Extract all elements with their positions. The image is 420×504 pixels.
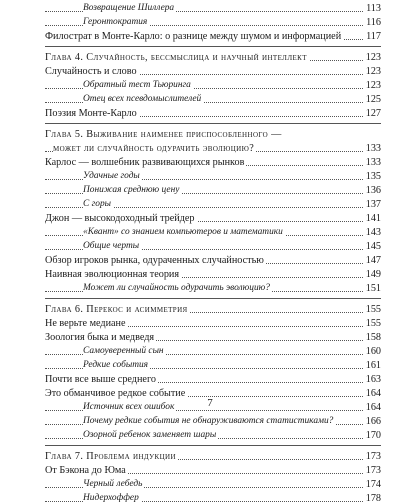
toc-entry-page: 166 — [365, 416, 381, 427]
toc-entry-title: Глава 7. Проблема индукции — [45, 451, 176, 462]
toc-entry-title: Глава 4. Случайность, бессмыслица и научный интеллект — [45, 52, 307, 63]
toc-section-entry[interactable] — [45, 315, 381, 329]
toc-entry-page: 117 — [366, 31, 381, 42]
toc-subsection-entry[interactable] — [45, 196, 381, 210]
toc-entry-page: 149 — [365, 269, 381, 280]
toc-entry-page: 147 — [365, 255, 381, 266]
toc-entry-page: 151 — [365, 283, 381, 294]
toc-entry-title: Удачные годы — [83, 171, 140, 181]
toc-section-entry[interactable] — [45, 154, 381, 168]
toc-entry-title: Самоуверенный сын — [83, 346, 164, 356]
toc-entry-title: Почти все выше среднего — [45, 374, 156, 385]
toc-entry-page: 164 — [365, 388, 381, 399]
toc-subsection-entry[interactable] — [45, 91, 381, 105]
toc-section-entry[interactable] — [45, 105, 381, 119]
toc-subsection-entry[interactable] — [45, 357, 381, 371]
toc-subsection-entry[interactable] — [45, 77, 381, 91]
toc-entry-title: Озорной ребенок заменяет шары — [83, 430, 217, 440]
toc-entry-page: 155 — [365, 318, 381, 329]
toc-entry-page: 136 — [365, 185, 381, 196]
toc-entry-title: Может ли случайность одурачить эволюцию? — [83, 283, 270, 293]
toc-entry-title: Глава 6. Перекос и асимметрия — [45, 304, 188, 315]
toc-entry-title: Нидерхоффер — [83, 493, 139, 503]
toc-subsection-entry[interactable] — [45, 280, 381, 294]
toc-entry-page: 141 — [365, 213, 381, 224]
toc-entry-title: Наивная эволюционная теория — [45, 269, 180, 280]
toc-entry-page: 123 — [365, 52, 381, 63]
toc-entry-title: Источник всех ошибок — [83, 402, 175, 412]
toc-entry-page: 161 — [365, 360, 381, 371]
toc-section-entry[interactable] — [45, 371, 381, 385]
table-of-contents — [45, 0, 381, 504]
toc-subsection-entry[interactable] — [45, 0, 381, 14]
toc-entry-title: Почему редкие события не обнаруживаются статистиками? — [83, 416, 334, 426]
toc-entry-title: Случайность и слово — [45, 66, 137, 77]
toc-entry-title: Понижая среднюю цену — [83, 185, 180, 195]
toc-section-entry[interactable] — [45, 252, 381, 266]
toc-subsection-entry[interactable] — [45, 427, 381, 441]
toc-entry-page: 116 — [366, 17, 381, 28]
toc-entry-page: 160 — [365, 346, 381, 357]
toc-entry-page: 173 — [365, 465, 381, 476]
toc-entry-title: Зоология быка и медведя — [45, 332, 155, 343]
toc-entry-title: Отец всех псевдомыслителей — [83, 94, 202, 104]
chapter-divider — [45, 298, 381, 299]
toc-entry-page: 123 — [365, 66, 381, 77]
toc-entry-page: 135 — [365, 171, 381, 182]
toc-chapter-entry[interactable] — [45, 140, 381, 154]
toc-entry-page: 133 — [365, 143, 381, 154]
toc-entry-title: Обратный тест Тьюринга — [83, 80, 191, 90]
toc-entry-page: 173 — [365, 451, 381, 462]
toc-entry-page: 123 — [365, 80, 381, 91]
toc-entry-page: 163 — [365, 374, 381, 385]
toc-entry-title: Карлос — волшебник развивающихся рынков — [45, 157, 245, 168]
toc-entry-title: Черный лебедь — [83, 479, 143, 489]
toc-entry-title: «Квант» со знанием компьютеров и математики — [83, 227, 283, 237]
toc-entry-title: может ли случайность одурачить эволюцию? — [53, 143, 255, 154]
toc-subsection-entry[interactable] — [45, 14, 381, 28]
toc-subsection-entry[interactable] — [45, 168, 381, 182]
toc-section-entry[interactable] — [45, 329, 381, 343]
toc-entry-page: 170 — [365, 430, 381, 441]
page-number: 7 — [207, 397, 213, 409]
toc-entry-title: Возвращение Шиллера — [83, 3, 175, 13]
toc-entry-title: От Бэкона до Юма — [45, 465, 126, 476]
chapter-divider — [45, 445, 381, 446]
toc-section-entry[interactable] — [45, 266, 381, 280]
toc-entry-title: Филострат в Монте-Карло: о разнице между шумом и информацией — [45, 31, 342, 42]
toc-section-entry[interactable] — [45, 462, 381, 476]
toc-entry-page: 158 — [365, 332, 381, 343]
toc-section-entry[interactable] — [45, 210, 381, 224]
toc-chapter-entry[interactable] — [45, 301, 381, 315]
toc-entry-page: 155 — [365, 304, 381, 315]
toc-section-entry[interactable] — [45, 28, 381, 42]
toc-entry-page: 125 — [365, 94, 381, 105]
toc-subsection-entry[interactable] — [45, 238, 381, 252]
toc-entry-title: Джон — высокодоходный трейдер — [45, 213, 195, 224]
toc-entry-page: 137 — [365, 199, 381, 210]
toc-entry-page: 127 — [365, 108, 381, 119]
toc-entry-page: 145 — [365, 241, 381, 252]
toc-subsection-entry[interactable] — [45, 343, 381, 357]
toc-entry-page: 178 — [365, 493, 381, 504]
toc-entry-title: Не верьте медиане — [45, 318, 126, 329]
toc-chapter-entry[interactable] — [45, 49, 381, 63]
toc-entry-page: 174 — [365, 479, 381, 490]
chapter-divider — [45, 46, 381, 47]
toc-chapter-entry[interactable] — [45, 448, 381, 462]
toc-entry-title: Это обманчивое редкое событие — [45, 388, 186, 399]
toc-entry-page: 133 — [365, 157, 381, 168]
toc-entry-page: 113 — [366, 3, 381, 14]
toc-entry-title: Общие черты — [83, 241, 140, 251]
toc-entry-page: 143 — [365, 227, 381, 238]
toc-chapter-entry[interactable] — [45, 126, 381, 140]
toc-section-entry[interactable] — [45, 63, 381, 77]
toc-subsection-entry[interactable] — [45, 224, 381, 238]
toc-entry-page: 164 — [365, 402, 381, 413]
toc-subsection-entry[interactable] — [45, 413, 381, 427]
toc-subsection-entry[interactable] — [45, 476, 381, 490]
toc-entry-title: Редкие события — [83, 360, 149, 370]
toc-entry-title: С горы — [83, 199, 111, 209]
toc-subsection-entry[interactable] — [45, 490, 381, 504]
toc-entry-title: Геронтократия — [83, 17, 148, 27]
chapter-divider — [45, 123, 381, 124]
toc-subsection-entry[interactable] — [45, 182, 381, 196]
toc-entry-title: Обзор игроков рынка, одураченных случайностью — [45, 255, 264, 266]
toc-entry-title: Глава 5. Выживание наименее приспособленного — — [45, 129, 282, 140]
toc-entry-title: Поэзия Монте-Карло — [45, 108, 137, 119]
